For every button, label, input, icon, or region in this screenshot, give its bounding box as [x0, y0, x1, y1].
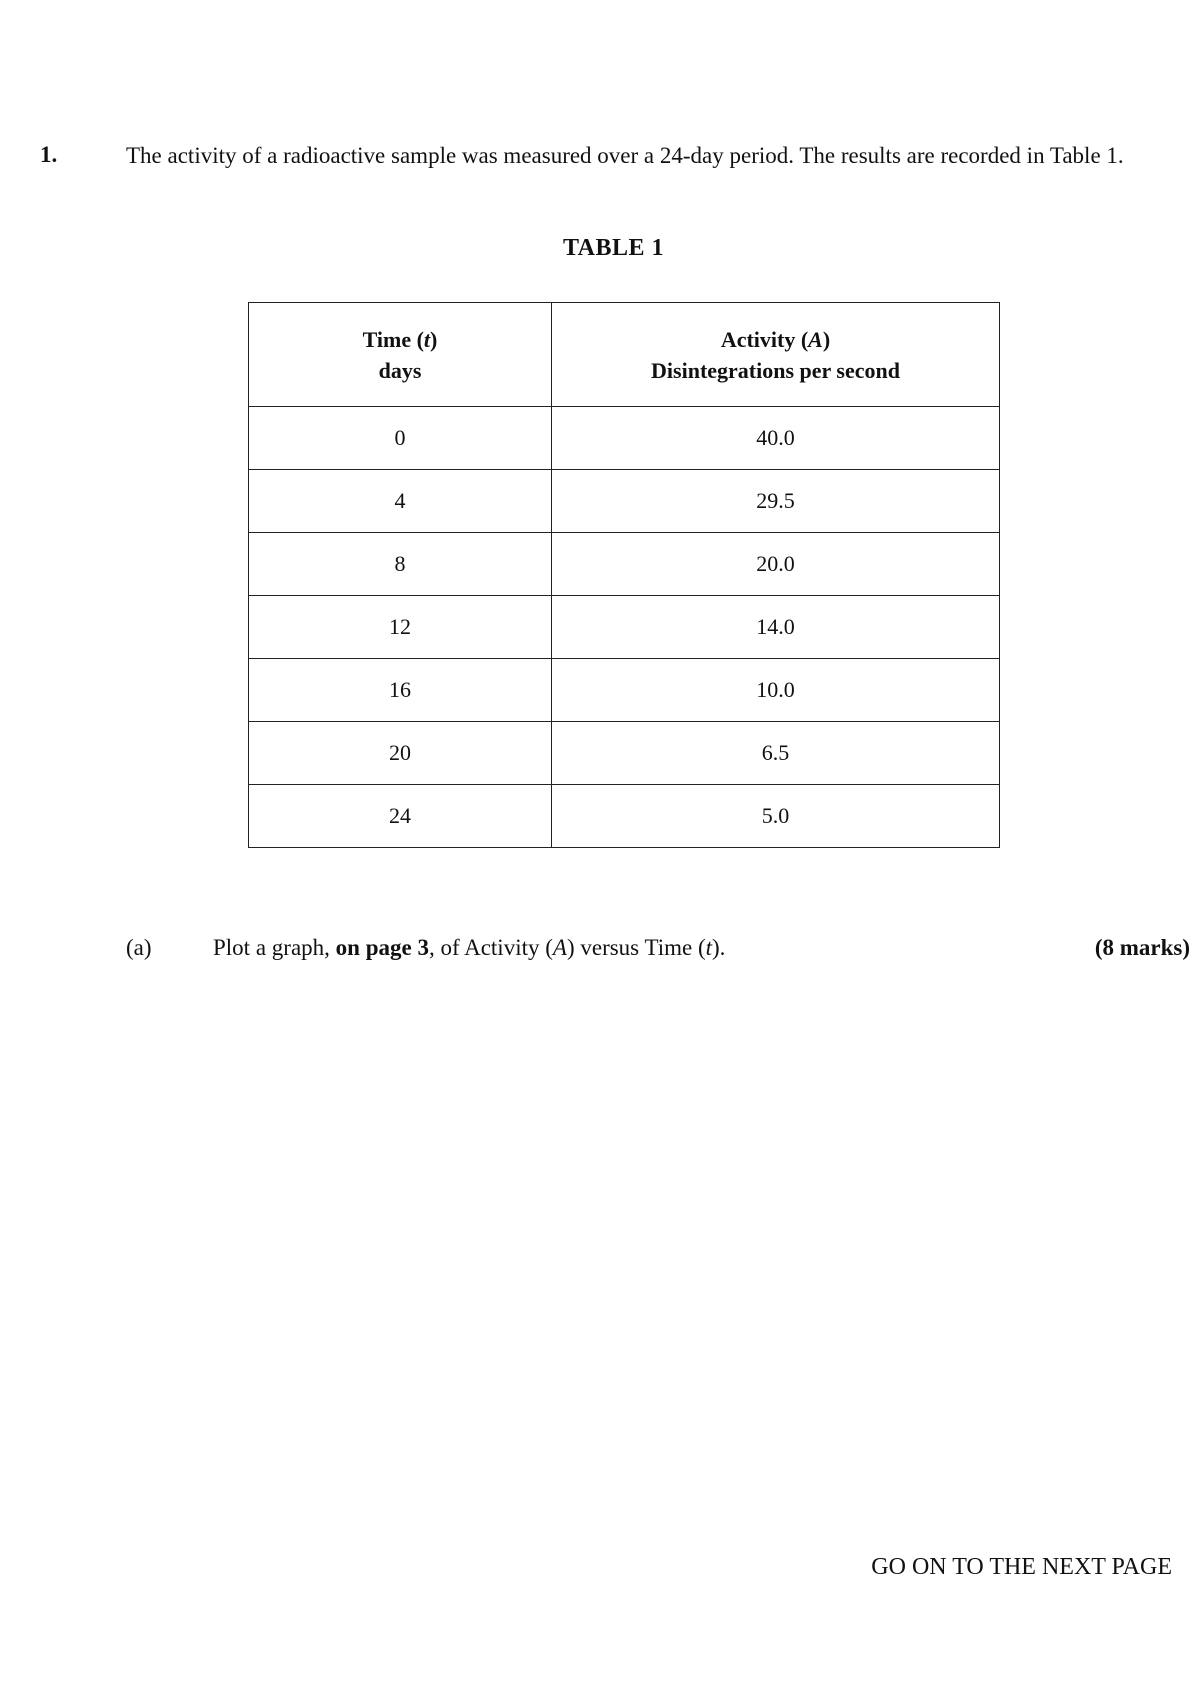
activity-header-title: Activity (A) — [720, 326, 831, 352]
part-a-label: (a) — [126, 935, 152, 960]
table-row — [249, 596, 1000, 659]
table-row — [249, 722, 1000, 785]
time-cell: 24 — [249, 785, 552, 848]
activity-header — [552, 303, 1000, 407]
activity-cell: 6.5 — [552, 722, 1000, 785]
activity-table — [248, 302, 1000, 848]
time-cell: 20 — [249, 722, 552, 785]
time-header — [249, 303, 552, 407]
table-row — [249, 533, 1000, 596]
table-header-row — [249, 303, 1000, 407]
table-row — [249, 785, 1000, 848]
table-row — [249, 659, 1000, 722]
time-header-unit: days — [378, 357, 422, 383]
part-a-text: Plot a graph, on page 3, of Activity (A) versus Time (t). — [213, 935, 726, 960]
activity-header-unit: Disintegrations per second — [651, 357, 900, 383]
next-page-footer: GO ON TO THE NEXT PAGE — [871, 1554, 1172, 1580]
time-cell: 16 — [249, 659, 552, 722]
activity-cell: 10.0 — [552, 659, 1000, 722]
time-header-title: Time (t) — [362, 326, 438, 352]
question-stem: The activity of a radioactive sample was measured over a 24-day period. The results are recorded in Table 1. — [126, 143, 1124, 168]
time-cell: 0 — [249, 407, 552, 470]
table-caption: TABLE 1 — [562, 235, 665, 261]
table-row — [249, 470, 1000, 533]
activity-cell: 14.0 — [552, 596, 1000, 659]
activity-cell: 29.5 — [552, 470, 1000, 533]
activity-cell: 5.0 — [552, 785, 1000, 848]
time-cell: 8 — [249, 533, 552, 596]
part-a-marks: (8 marks) — [1094, 935, 1190, 960]
time-cell: 4 — [249, 470, 552, 533]
activity-cell: 40.0 — [552, 407, 1000, 470]
time-cell: 12 — [249, 596, 552, 659]
table-row — [249, 407, 1000, 470]
activity-cell: 20.0 — [552, 533, 1000, 596]
question-number: 1. — [40, 142, 58, 167]
